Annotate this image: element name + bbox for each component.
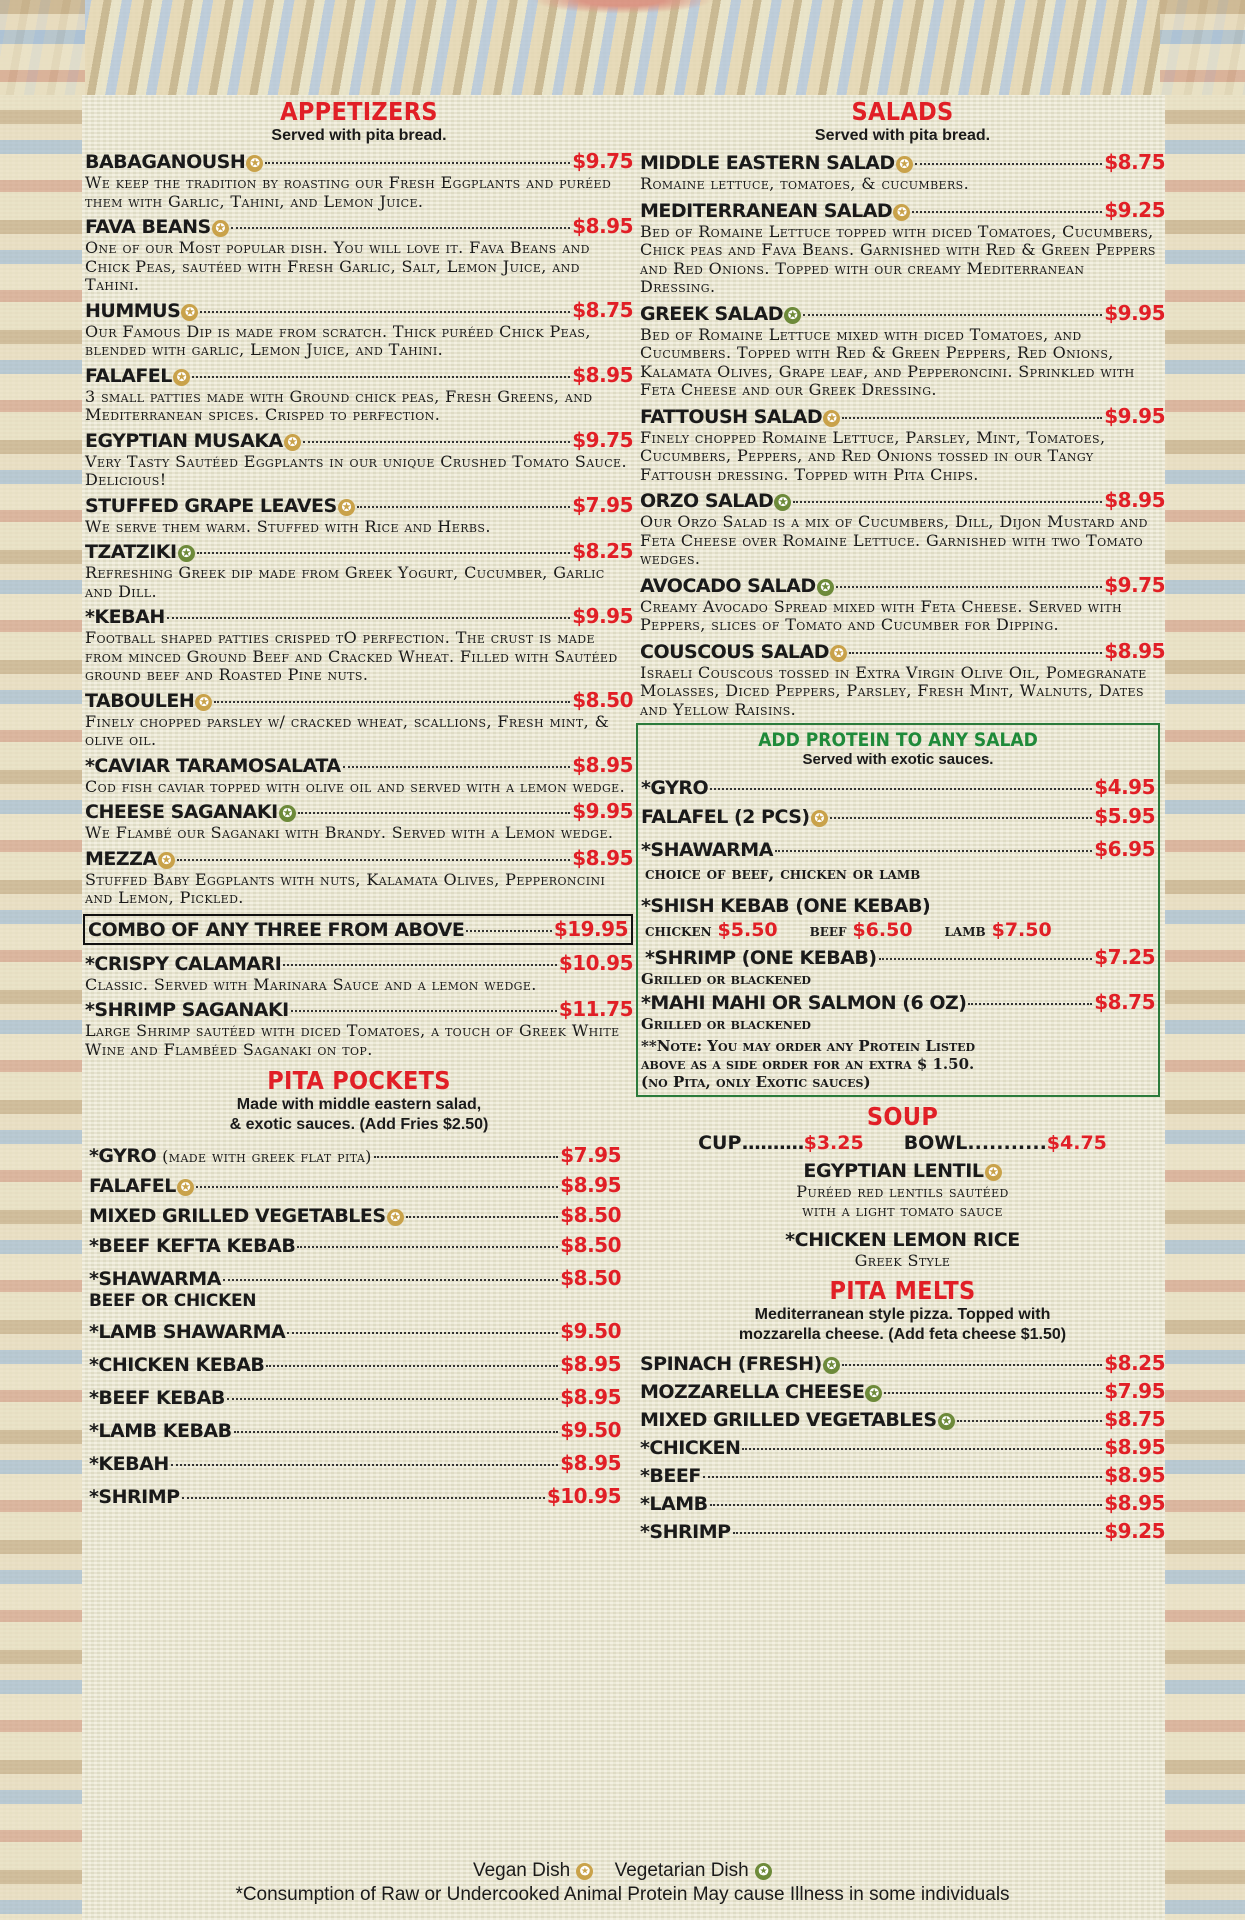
item-price: $8.75 — [1094, 990, 1155, 1014]
item-price: $9.75 — [1104, 572, 1165, 597]
menu-item — [85, 149, 633, 211]
menu-item — [640, 1407, 1165, 1432]
appetizers-subtitle: Served with pita bread. — [271, 127, 447, 144]
menu-item — [85, 493, 633, 537]
pita-melts-subtitle-1: Mediterranean style pizza. Topped with — [754, 1305, 1051, 1323]
item-desc: Classic. Served with Marinara Sauce and a lemon wedge. — [85, 974, 537, 994]
item-price: $8.95 — [572, 752, 633, 777]
item-name: BABAGANOUSH — [85, 151, 246, 173]
item-price: $8.95 — [560, 1352, 621, 1376]
menu-item — [641, 945, 1155, 970]
item-name: CHEESE SAGANAKI — [85, 801, 278, 823]
vegan-star-icon: ✪ — [181, 304, 198, 321]
dot-leader — [803, 314, 1102, 316]
dot-leader — [710, 1504, 1103, 1506]
item-price: $10.95 — [558, 950, 633, 975]
item-desc: Bed of Romaine Lettuce topped with diced Tomatoes, Cucumbers, Chick peas and Fava Beans. Garnished with Red & Green Peppers and Red Onions. Topped with our creamy Mediterranean Dressing. — [640, 221, 1156, 296]
dot-leader — [710, 788, 1092, 790]
dot-leader — [912, 211, 1102, 213]
dot-leader — [357, 506, 571, 508]
pita-pockets-subtitle-1: Made with middle eastern salad, — [236, 1096, 482, 1113]
item-price: $8.75 — [1104, 1406, 1165, 1431]
item-price: $10.95 — [546, 1484, 621, 1508]
item-desc: Our Orzo Salad is a mix of Cucumbers, Dill, Dijon Mustard and Feta Cheese over Romaine Lettuce. Garnished with two Tomato wedges. — [640, 512, 1148, 568]
item-price: $11.75 — [558, 997, 633, 1021]
dietary-legend — [0, 1860, 1245, 1882]
dot-leader — [283, 964, 556, 966]
item-price: $8.95 — [1104, 1490, 1165, 1515]
pita-melts-title: PITA MELTS — [829, 1275, 976, 1305]
item-desc: Refreshing Greek dip made from Greek Yogurt, Cucumber, Garlic and Dill. — [85, 563, 605, 601]
item-name: *SHISH KEBAB (ONE KEBAB) — [641, 895, 931, 917]
menu-item — [85, 799, 633, 843]
decorative-left-band — [0, 0, 85, 1920]
item-price: $9.95 — [572, 604, 633, 628]
menu-item — [640, 639, 1165, 720]
item-name: *SHRIMP SAGANAKI — [85, 999, 289, 1021]
item-name: *KEBAH — [85, 606, 165, 628]
dot-leader — [297, 1246, 558, 1248]
item-price: $8.25 — [572, 539, 633, 563]
menu-item — [85, 539, 633, 601]
item-price: $8.95 — [560, 1385, 621, 1409]
item-note: Grilled or blackened — [641, 1015, 811, 1033]
menu-item — [85, 428, 633, 490]
dot-leader — [192, 376, 570, 378]
vegan-star-icon: ✪ — [284, 434, 301, 451]
item-name: *CRISPY CALAMARI — [85, 952, 282, 975]
item-name: *GYRO — [89, 1145, 157, 1167]
protein-note-1: **Note: You may order any Protein Listed — [641, 1037, 976, 1055]
menu-item — [85, 298, 633, 360]
item-price: $8.95 — [572, 362, 633, 387]
dot-leader — [957, 1420, 1103, 1422]
menu-item — [89, 1451, 621, 1476]
item-price: $9.25 — [1104, 1518, 1165, 1543]
menu-item — [85, 753, 633, 797]
item-name: *SHRIMP (ONE KEBAB) — [645, 947, 877, 969]
menu-item — [640, 488, 1165, 569]
item-desc: Greek Style — [854, 1251, 951, 1270]
right-column — [640, 98, 1165, 1544]
item-price: $9.75 — [572, 427, 633, 452]
item-desc: Finely chopped Romaine Lettuce, Parsley, Mint, Tomatoes, Cucumbers, Peppers, and Red Onions tossed in our Tangy Fattoush dressing. Topped with Pita Chips. — [640, 427, 1106, 484]
vegan-legend-label: Vegan Dish — [472, 1860, 571, 1881]
item-price: $8.50 — [572, 687, 633, 712]
menu-item — [89, 1173, 621, 1198]
item-price: $8.25 — [1104, 1350, 1165, 1375]
item-name: FALAFEL — [89, 1175, 176, 1197]
vegetarian-star-icon: ✪ — [938, 1413, 955, 1430]
dot-leader — [968, 1003, 1092, 1005]
option-price: $6.50 — [852, 919, 913, 941]
item-price: $7.95 — [572, 492, 633, 517]
dot-leader — [265, 162, 570, 164]
menu-item — [640, 150, 1165, 194]
item-name: MIDDLE EASTERN SALAD — [640, 152, 895, 174]
vegetarian-star-icon: ✪ — [178, 545, 195, 562]
item-price: $8.50 — [560, 1233, 621, 1257]
dot-leader — [842, 1364, 1102, 1366]
vegan-star-icon: ✪ — [576, 1863, 593, 1880]
dot-leader — [884, 1392, 1102, 1394]
dot-leader — [234, 1431, 559, 1433]
appetizers-list-2 — [85, 951, 633, 1060]
item-price: $8.95 — [1104, 1434, 1165, 1459]
item-name: *SHRIMP — [640, 1520, 731, 1543]
vegetarian-star-icon: ✪ — [755, 1863, 772, 1880]
item-name: *LAMB KEBAB — [89, 1420, 232, 1442]
soup-prices: CUP..........$3.25 BOWL...........$4.75 — [698, 1132, 1107, 1154]
vegan-star-icon: ✪ — [177, 1179, 194, 1196]
item-name: COUSCOUS SALAD — [640, 640, 830, 663]
item-desc: Romaine lettuce, tomatoes, & cucumbers. — [640, 174, 970, 193]
menu-item — [641, 894, 1155, 918]
item-price: $8.75 — [1104, 150, 1165, 174]
dot-leader — [200, 311, 570, 313]
item-name: FATTOUSH SALAD — [640, 405, 823, 428]
item-desc: Cod fish caviar topped with olive oil and served with a lemon wedge. — [85, 776, 626, 796]
soup-title: SOUP — [866, 1102, 939, 1131]
dot-leader — [466, 930, 551, 932]
item-name: MEZZA — [85, 847, 157, 870]
item-desc: Creamy Avocado Spread mixed with Feta Cheese. Served with Peppers, slices of Tomato and Cucumber for Dipping. — [640, 596, 1122, 634]
item-price: $9.50 — [560, 1319, 621, 1343]
item-name: STUFFED GRAPE LEAVES — [85, 494, 337, 517]
item-price: $7.95 — [1104, 1378, 1165, 1403]
cup-price: $3.25 — [803, 1132, 864, 1154]
item-desc: We serve them warm. Stuffed with Rice and Herbs. — [85, 516, 491, 536]
menu-item — [641, 837, 1155, 862]
item-note: choice of beef, chicken or lamb — [645, 864, 921, 884]
item-name: MIXED GRILLED VEGETABLES — [640, 1408, 937, 1431]
dot-leader — [742, 1448, 1102, 1450]
item-desc: with a light tomato sauce — [802, 1200, 1003, 1220]
vegetarian-star-icon: ✪ — [823, 1357, 840, 1374]
appetizers-list — [85, 149, 633, 908]
appetizers-title: APPETIZERS — [280, 97, 438, 126]
item-name: MIXED GRILLED VEGETABLES — [89, 1205, 386, 1227]
dot-leader — [231, 227, 571, 229]
pita-melts-subtitle-2: mozzarella cheese. (Add feta cheese $1.50) — [738, 1325, 1067, 1343]
item-note: (made with greek flat pita) — [162, 1147, 372, 1166]
item-desc: Israeli Couscous tossed in Extra Virgin Olive Oil, Pomegranate Molasses, Diced Peppers, Parsley, Fresh Mint, Walnuts, Dates and Yellow Raisins. — [640, 662, 1147, 719]
item-name: *LAMB — [640, 1492, 708, 1515]
item-name: FALAFEL (2 PCS) — [641, 806, 810, 828]
pita-melts-list — [640, 1351, 1165, 1544]
dot-leader — [849, 652, 1102, 654]
vegan-star-icon: ✪ — [823, 410, 840, 427]
option-price: $7.50 — [991, 919, 1052, 941]
item-name: MEDITERRANEAN SALAD — [640, 199, 893, 222]
soup-lentil — [640, 1159, 1165, 1220]
menu-item — [85, 214, 633, 295]
vegan-star-icon: ✪ — [338, 499, 355, 516]
salads-title: SALADS — [851, 97, 954, 126]
menu-item — [640, 1351, 1165, 1376]
menu-item — [89, 1352, 621, 1377]
menu-item — [85, 951, 633, 995]
item-price: $6.95 — [1094, 837, 1155, 861]
item-price: $7.95 — [560, 1143, 621, 1167]
item-name: EGYPTIAN MUSAKA — [85, 429, 283, 452]
item-price: $8.95 — [572, 214, 633, 238]
dot-leader — [879, 958, 1093, 960]
item-price: $5.95 — [1094, 804, 1155, 828]
menu-item — [640, 1435, 1165, 1460]
menu-item — [89, 1418, 621, 1443]
item-price: $8.95 — [560, 1451, 621, 1475]
item-price: $8.95 — [560, 1173, 621, 1197]
bowl-label: BOWL........... — [903, 1132, 1047, 1154]
dot-leader — [197, 552, 571, 554]
vegetarian-star-icon: ✪ — [279, 805, 296, 822]
dot-leader — [291, 1010, 557, 1012]
menu-item — [640, 198, 1165, 297]
combo-name: COMBO OF ANY THREE FROM ABOVE — [88, 918, 465, 941]
dot-leader — [915, 163, 1103, 165]
option-label: lamb — [944, 921, 986, 941]
item-note: Grilled or blackened — [641, 970, 811, 988]
dot-leader — [227, 1398, 558, 1400]
item-name: GREEK SALAD — [640, 302, 783, 325]
dot-leader — [223, 1279, 558, 1281]
item-price: $9.50 — [560, 1418, 621, 1442]
item-price: $8.75 — [572, 297, 633, 322]
pita-pockets-items-2 — [89, 1319, 621, 1509]
dot-leader — [298, 812, 571, 814]
menu-item — [641, 990, 1155, 1015]
dot-leader — [836, 586, 1103, 588]
item-price: $8.95 — [1104, 488, 1165, 512]
combo-price: $19.95 — [553, 916, 628, 941]
item-desc: Very Tasty Sautéed Eggplants in our unique Crushed Tomato Sauce. Delicious! — [85, 451, 627, 489]
dot-leader — [703, 1476, 1102, 1478]
item-name: *MAHI MAHI OR SALMON (6 OZ) — [641, 992, 967, 1014]
vegan-star-icon: ✪ — [893, 204, 910, 221]
item-name: *CAVIAR TARAMOSALATA — [85, 754, 341, 777]
vegan-star-icon: ✪ — [195, 694, 212, 711]
dot-leader — [733, 1532, 1103, 1534]
protein-note-3: (no Pita, only Exotic sauces) — [641, 1073, 871, 1091]
item-price: $8.50 — [560, 1266, 621, 1290]
item-price: $9.95 — [572, 799, 633, 823]
dot-leader — [374, 1156, 558, 1158]
menu-item — [85, 997, 633, 1059]
vegan-star-icon: ✪ — [811, 810, 828, 827]
item-name: *SHAWARMA — [641, 839, 773, 861]
vegan-star-icon: ✪ — [246, 155, 263, 172]
item-name: *CHICKEN KEBAB — [89, 1354, 265, 1376]
item-name: *KEBAH — [89, 1453, 169, 1475]
item-price: $8.50 — [560, 1203, 621, 1227]
menu-item — [640, 1379, 1165, 1404]
menu-item — [640, 1491, 1165, 1516]
decorative-right-band — [1160, 0, 1245, 1920]
vegetarian-star-icon: ✪ — [865, 1385, 882, 1402]
consumption-warning: *Consumption of Raw or Undercooked Animal Protein May cause Illness in some individuals — [235, 1884, 1010, 1905]
decorative-top-band — [0, 0, 1245, 95]
item-desc: One of our Most popular dish. You will love it. Fava Beans and Chick Peas, sautéed with Fresh Garlic, Salt, Lemon Juice, and Tahini. — [85, 238, 590, 294]
dot-leader — [343, 766, 571, 768]
dot-leader — [793, 501, 1102, 503]
menu-item — [85, 846, 633, 908]
item-price: $9.25 — [1104, 197, 1165, 222]
vegan-star-icon: ✪ — [985, 1164, 1002, 1181]
item-name: *BEEF — [640, 1464, 701, 1487]
item-price: $9.95 — [1104, 403, 1165, 428]
item-desc: We Flambé our Saganaki with Brandy. Served with a Lemon wedge. — [85, 823, 614, 842]
menu-item — [641, 804, 1155, 829]
menu-item — [640, 573, 1165, 635]
pita-pockets-list — [85, 1143, 633, 1509]
vegan-star-icon: ✪ — [830, 645, 847, 662]
menu-item — [89, 1484, 621, 1509]
cup-label: CUP — [698, 1132, 742, 1154]
item-desc: Large Shrimp sautéed with diced Tomatoes, a touch of Greek White Wine and Flambéed Saganaki on top. — [85, 1021, 620, 1059]
item-price: $7.25 — [1094, 945, 1155, 969]
item-price: $9.95 — [1104, 300, 1165, 325]
bowl-price: $4.75 — [1046, 1132, 1107, 1154]
menu-item — [85, 604, 633, 685]
dot-leader — [171, 1464, 559, 1466]
menu-item — [89, 1143, 621, 1168]
protein-title: ADD PROTEIN TO ANY SALAD — [758, 729, 1038, 751]
menu-item — [85, 363, 633, 425]
salads-subtitle: Served with pita bread. — [814, 127, 991, 144]
item-name: MOZZARELLA CHEESE — [640, 1380, 865, 1403]
salads-list — [640, 150, 1165, 719]
menu-item — [85, 688, 633, 750]
item-name: FAVA BEANS — [85, 216, 211, 238]
dot-leader — [287, 1332, 558, 1334]
item-name: ORZO SALAD — [640, 490, 774, 512]
vegetarian-star-icon: ✪ — [784, 307, 801, 324]
dot-leader — [196, 1186, 558, 1188]
dot-leader — [266, 1365, 558, 1367]
item-desc: We keep the tradition by roasting our Fresh Eggplants and puréed them with Garlic, Tahini, and Lemon Juice. — [85, 173, 612, 211]
item-name: *SHRIMP — [89, 1486, 180, 1508]
vegan-star-icon: ✪ — [212, 220, 229, 237]
item-name: *CHICKEN LEMON RICE — [785, 1229, 1020, 1251]
dot-leader — [406, 1216, 559, 1218]
pita-pockets-title: PITA POCKETS — [267, 1066, 451, 1095]
item-name: *GYRO — [641, 777, 709, 799]
item-name: *BEEF KEBAB — [89, 1387, 225, 1409]
option-label: chicken — [645, 921, 712, 941]
item-name: *SHAWARMA — [89, 1268, 221, 1290]
dot-leader — [182, 1497, 545, 1499]
pita-pockets-subtitle-2: & exotic sauces. (Add Fries $2.50) — [229, 1116, 489, 1133]
dot-leader — [842, 417, 1102, 419]
item-desc: Puréed red lentils sautéed — [796, 1182, 1009, 1201]
menu-item — [89, 1385, 621, 1410]
dot-leader — [775, 850, 1092, 852]
menu-item — [640, 1519, 1165, 1544]
pita-pockets-items — [89, 1173, 621, 1258]
add-protein-box — [636, 723, 1160, 1097]
item-price: $8.95 — [1104, 1462, 1165, 1487]
vegan-star-icon: ✪ — [173, 369, 190, 386]
item-price: $4.95 — [1094, 775, 1155, 799]
dot-leader — [214, 701, 570, 703]
item-price: $9.75 — [572, 149, 633, 173]
vegetarian-star-icon: ✪ — [774, 494, 791, 511]
item-desc: Our Famous Dip is made from scratch. Thick puréed Chick Peas, blended with garlic, Lemon Juice, and Tahini. — [85, 321, 591, 359]
vegetarian-legend-label: Vegetarian Dish — [614, 1860, 749, 1881]
menu-item — [89, 1203, 621, 1228]
menu-item — [89, 1319, 621, 1344]
dot-leader — [177, 859, 571, 861]
vegetarian-star-icon: ✪ — [817, 579, 834, 596]
item-name: TZATZIKI — [85, 541, 177, 563]
item-desc: Football shaped patties crisped tO perfection. The crust is made from minced Ground Beef and Cracked Wheat. Filled with Sautéed ground beef and Roasted Pine nuts. — [85, 628, 618, 684]
menu-item — [89, 1233, 621, 1258]
item-name: HUMMUS — [85, 299, 181, 322]
item-price: $8.95 — [1104, 638, 1165, 663]
combo-box — [83, 914, 633, 945]
left-column — [85, 98, 633, 1509]
item-note: BEEF OR CHICKEN — [89, 1291, 257, 1311]
item-price: $8.95 — [572, 845, 633, 870]
soup-chicken — [640, 1228, 1165, 1271]
item-name: TABOULEH — [85, 689, 195, 712]
option-price: $5.50 — [717, 919, 778, 941]
vegan-star-icon: ✪ — [158, 852, 175, 869]
option-label: beef — [809, 921, 847, 941]
dot-leader — [830, 817, 1093, 819]
item-name: EGYPTIAN LENTIL — [803, 1160, 984, 1182]
vegan-star-icon: ✪ — [387, 1209, 404, 1226]
item-name: *CHICKEN — [640, 1436, 741, 1459]
dot-leader — [167, 617, 571, 619]
item-name: *LAMB SHAWARMA — [89, 1321, 286, 1343]
menu-item — [640, 1463, 1165, 1488]
vegan-star-icon: ✪ — [896, 156, 913, 173]
item-name: SPINACH (FRESH) — [640, 1352, 822, 1375]
protein-note-2: above as a side order for an extra $ 1.50. — [641, 1055, 975, 1073]
item-desc: Stuffed Baby Eggplants with nuts, Kalamata Olives, Pepperoncini and Lemon, Pickled. — [85, 869, 606, 907]
item-name: AVOCADO SALAD — [640, 574, 816, 597]
menu-item — [640, 301, 1165, 400]
item-desc: Finely chopped parsley w/ cracked wheat, scallions, Fresh mint, & olive oil. — [85, 711, 610, 749]
item-name: FALAFEL — [85, 364, 172, 387]
dot-leader — [303, 441, 570, 443]
item-desc: Bed of Romaine Lettuce mixed with diced Tomatoes, and Cucumbers. Topped with Red & Green Peppers, Red Onions, Kalamata Olives, Grape leaf, and Pepperoncini. Sprinkled with Feta Cheese and our Greek Dressing. — [640, 324, 1135, 399]
menu-item — [89, 1266, 621, 1291]
menu-item — [640, 404, 1165, 485]
shish-options — [641, 918, 1155, 943]
item-name: *BEEF KEFTA KEBAB — [89, 1235, 296, 1257]
menu-item — [641, 775, 1155, 800]
protein-subtitle: Served with exotic sauces. — [802, 751, 994, 768]
item-desc: 3 small patties made with Ground chick peas, Fresh Greens, and Mediterranean spices. Crisped to perfection. — [85, 386, 593, 424]
